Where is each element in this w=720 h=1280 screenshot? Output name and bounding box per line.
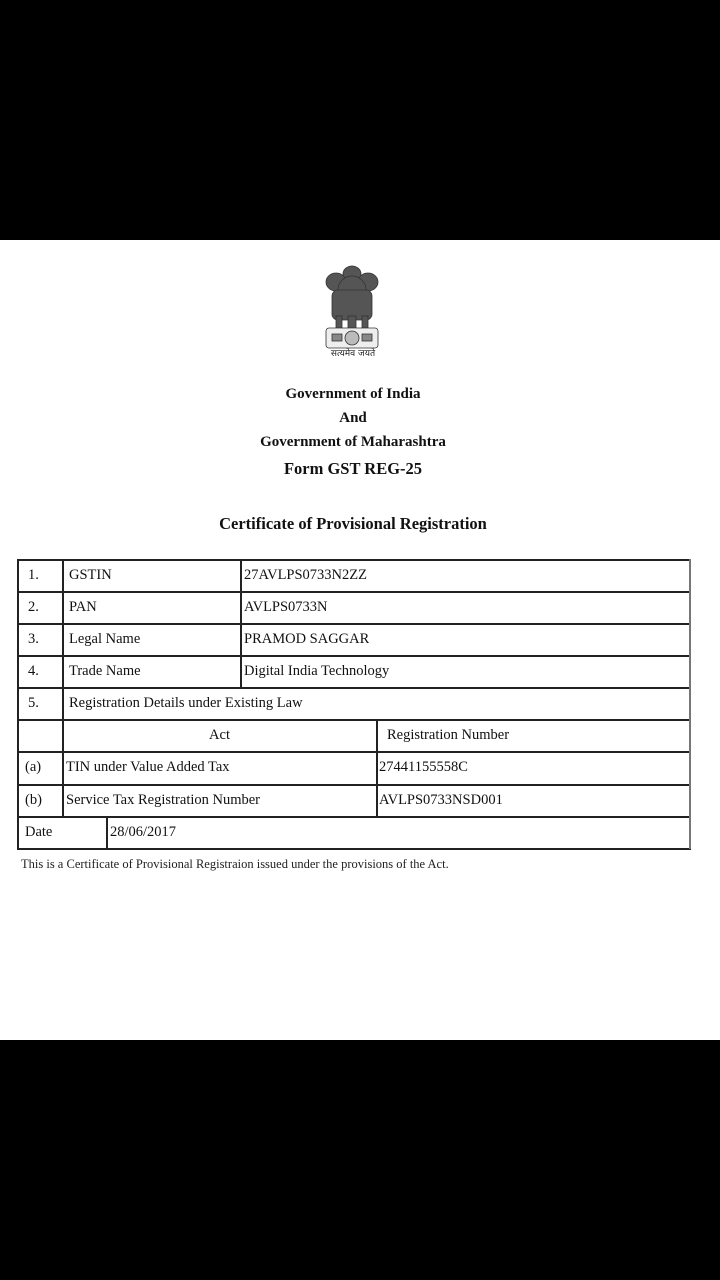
date-label: Date [25, 824, 53, 840]
national-emblem-icon [318, 260, 386, 360]
trade-name-value: Digital India Technology [244, 663, 390, 679]
row-number: 2. [28, 599, 39, 615]
row-number: 3. [28, 631, 39, 647]
existing-law-label: Registration Details under Existing Law [69, 695, 303, 711]
row-number: 5. [28, 695, 39, 711]
act-name: Service Tax Registration Number [66, 792, 261, 808]
pan-value: AVLPS0733N [244, 599, 328, 615]
legal-name-label: Legal Name [69, 631, 141, 647]
act-name: TIN under Value Added Tax [66, 759, 230, 775]
gstin-label: GSTIN [69, 567, 112, 583]
registration-number: AVLPS0733NSD001 [379, 792, 503, 808]
row-number: 4. [28, 663, 39, 679]
form-name: Form GST REG-25 [283, 459, 423, 478]
gstin-value: 27AVLPS0733N2ZZ [244, 567, 367, 583]
certificate-title: Certificate of Provisional Registration [219, 514, 487, 533]
registration-number-column-header: Registration Number [387, 727, 510, 743]
legal-name-value: PRAMOD SAGGAR [244, 631, 370, 647]
header-government-maharashtra: Government of Maharashtra [260, 434, 446, 450]
date-value: 28/06/2017 [110, 824, 177, 840]
trade-name-label: Trade Name [69, 663, 141, 679]
footer-note: This is a Certificate of Provisional Registraion issued under the provisions of the Act. [21, 857, 449, 871]
emblem-motto: सत्यमेव जयते [330, 349, 376, 359]
header-and: And [339, 410, 367, 426]
registration-number: 27441155558C [379, 759, 468, 775]
act-column-header: Act [209, 727, 230, 743]
header-government-india: Government of India [285, 386, 421, 402]
certificate-page [0, 240, 720, 1040]
row-number: (a) [25, 759, 42, 775]
row-number: 1. [28, 567, 39, 583]
row-number: (b) [25, 792, 42, 808]
pan-label: PAN [69, 599, 97, 615]
